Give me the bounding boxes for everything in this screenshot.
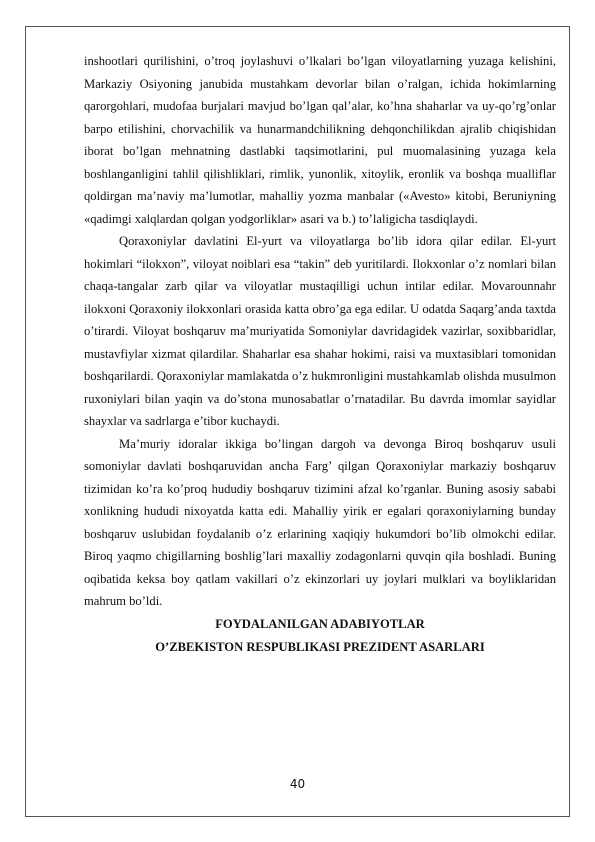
references-heading: FOYDALANILGAN ADABIYOTLAR	[215, 616, 425, 631]
paragraph-2: Qoraxoniylar davlatini El-yurt va viloyatlarga bo’lib idora qilar edilar. El-yurt hokimlari “ilokxon”, viloyat noiblari esa “takin” deb yuritilardi. Ilokxonlar o’z nomlari bilan chaqa-tangalar zarb qilar va viloyatlar mustaqilligi uchun intilar edilar. Movarounnahr ilokxoni Qoraxoniy ilokxonlari orasida katta obro’ga ega edilar. U odatda Saqarg’anda taxtda o’tirardi. Viloyat boshqaruv ma’muriyatida Somoniylar davridagidek vazirlar, soxibbaridlar, mustavfiylar xizmat qilardilar. Shaharlar esa shahar hokimi, raisi va muxtasiblari tomonidan boshqarilardi. Qoraxoniylar mamlakatda o’z hukmronligini mustahkamlab olishda musulmon ruxoniylari bilan yaqin va do’stona munosabatlar o’rnatadilar. Bu davrda imomlar sayidlar shayxlar va sadrlarga e’tibor kuchaydi.	[84, 234, 556, 428]
document-body	[84, 50, 556, 659]
page-number: 40	[289, 777, 306, 791]
president-works-heading: O’ZBEKISTON RESPUBLIKASI PREZIDENT ASARLARI	[155, 640, 485, 654]
paragraph-3: Ma’muriy idoralar ikkiga bo’lingan dargoh va devonga Biroq boshqaruv usuli somoniylar davlati boshqaruvidan ancha Farg’ qilgan Qoraxoniylar markaziy boshqaruv tizimidan ko’ra ko’proq hududiy boshqaruv tizimini afzal ko’rganlar. Buning asosiy sababi xonlikning hududi nixoyatda katta edi. Mahalliy yirik er egalari qoraxoniylarning bunday boshqaruv uslubidan foydalanib o’z erlarining xaqiqiy hukumdori bo’lib olmokchi edilar. Biroq yaqmo chigillarning boshlig’lari maxalliy zodagonlarni quvqin qila boshladi. Buning oqibatida keksa boy qatlam vakillari o’z ekinzorlari uy joylari mulklari va boyliklaridan mahrum bo’ldi.	[84, 436, 556, 608]
paragraph-1: inshootlari qurilishini, o’troq joylashuvi o’lkalari bo’lgan viloyatlarning yuzaga kelishini, Markaziy Osiyoning janubida mustahkam devorlar bilan o’ralgan, ichida hokimlarning qarorgohlari, mudofaa burjalari mavjud bo’lgan qal’alar, ko’hna shaharlar va uy-qo’rg’onlar barpo etilishini, chorvachilik va hunarmandchilikning dehqonchilikdan ajralib chiqishidan iborat bo’lgan mehnatning dastlabki taqsimotlarini, pul muomalasining yuzaga kela boshlanganligini tahlil qilishliklari, rimlik, yunonlik, xitoylik, eronlik va boshqa mualliflar qoldirgan ma’naviy ma’lumotlar, mahalliy yozma manbalar («Avesto» kitobi, Beruniyning «qadimgi xalqlardan qolgan yodgorliklar» asari va b.) to’laligicha tasdiqlaydi.	[84, 54, 556, 226]
